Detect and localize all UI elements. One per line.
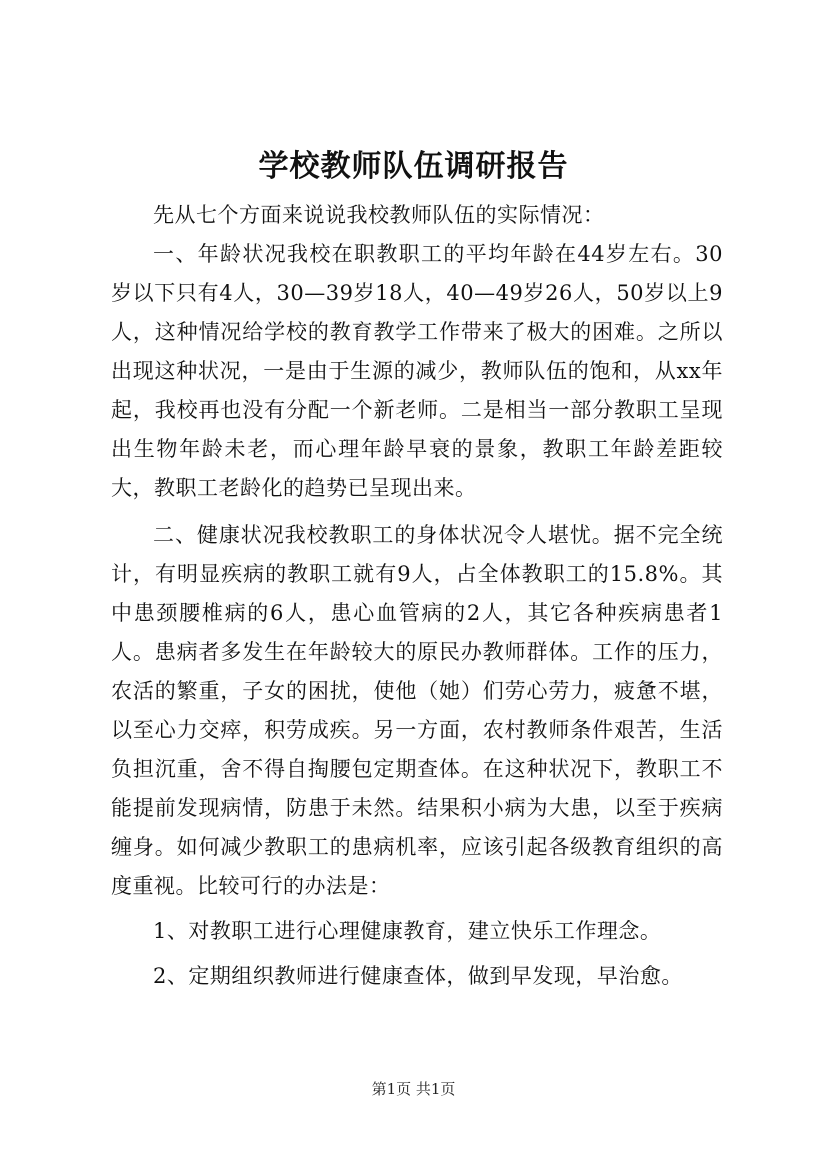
document-body (111, 196, 723, 996)
page-footer: 第1页 共1页 (371, 1080, 456, 1098)
list-item: 2、定期组织教师进行健康查体，做到早发现，早治愈。 (153, 964, 683, 988)
health-section-paragraph: 二、健康状况我校教职工的身体状况令人堪忧。据不完全统计，有明显疾病的教职工就有9人，占全体教职工的15.8%。其中患颈腰椎病的6人，患心血管病的2人，其它各种疾病患者1人。患病者多发生在年龄较大的原民办教师群体。工作的压力，农活的繁重，子女的困扰，使他（她）们劳心劳力，疲惫不堪，以至心力交瘁，积劳成疾。另一方面，农村教师条件艰苦，生活负担沉重，舍不得自掏腰包定期查体。在这种状况下，教职工不能提前发现病情，防患于未然。结果积小病为大患，以至于疾病缠身。如何减少教职工的患病机率，应该引起各级教育组织的高度重视。比较可行的办法是： (111, 523, 723, 898)
intro-paragraph: 先从七个方面来说说我校教师队伍的实际情况： (153, 203, 605, 227)
age-section-paragraph: 一、年龄状况我校在职教职工的平均年龄在44岁左右。30岁以下只有4人，30—39岁18人，40—49岁26人，50岁以上9人，这种情况给学校的教育教学工作带来了极大的困难。之所以出现这种状况，一是由于生源的减少，教师队伍的饱和，从xx年起，我校再也没有分配一个新老师。二是相当一部分教职工呈现出生物年龄未老，而心理年龄早衰的景象，教职工年龄差距较大，教职工老龄化的趋势已呈现出来。 (111, 242, 723, 500)
document-title: 学校教师队伍调研报告 (258, 149, 569, 184)
list-item: 1、对教职工进行心理健康教育，建立快乐工作理念。 (153, 919, 662, 943)
